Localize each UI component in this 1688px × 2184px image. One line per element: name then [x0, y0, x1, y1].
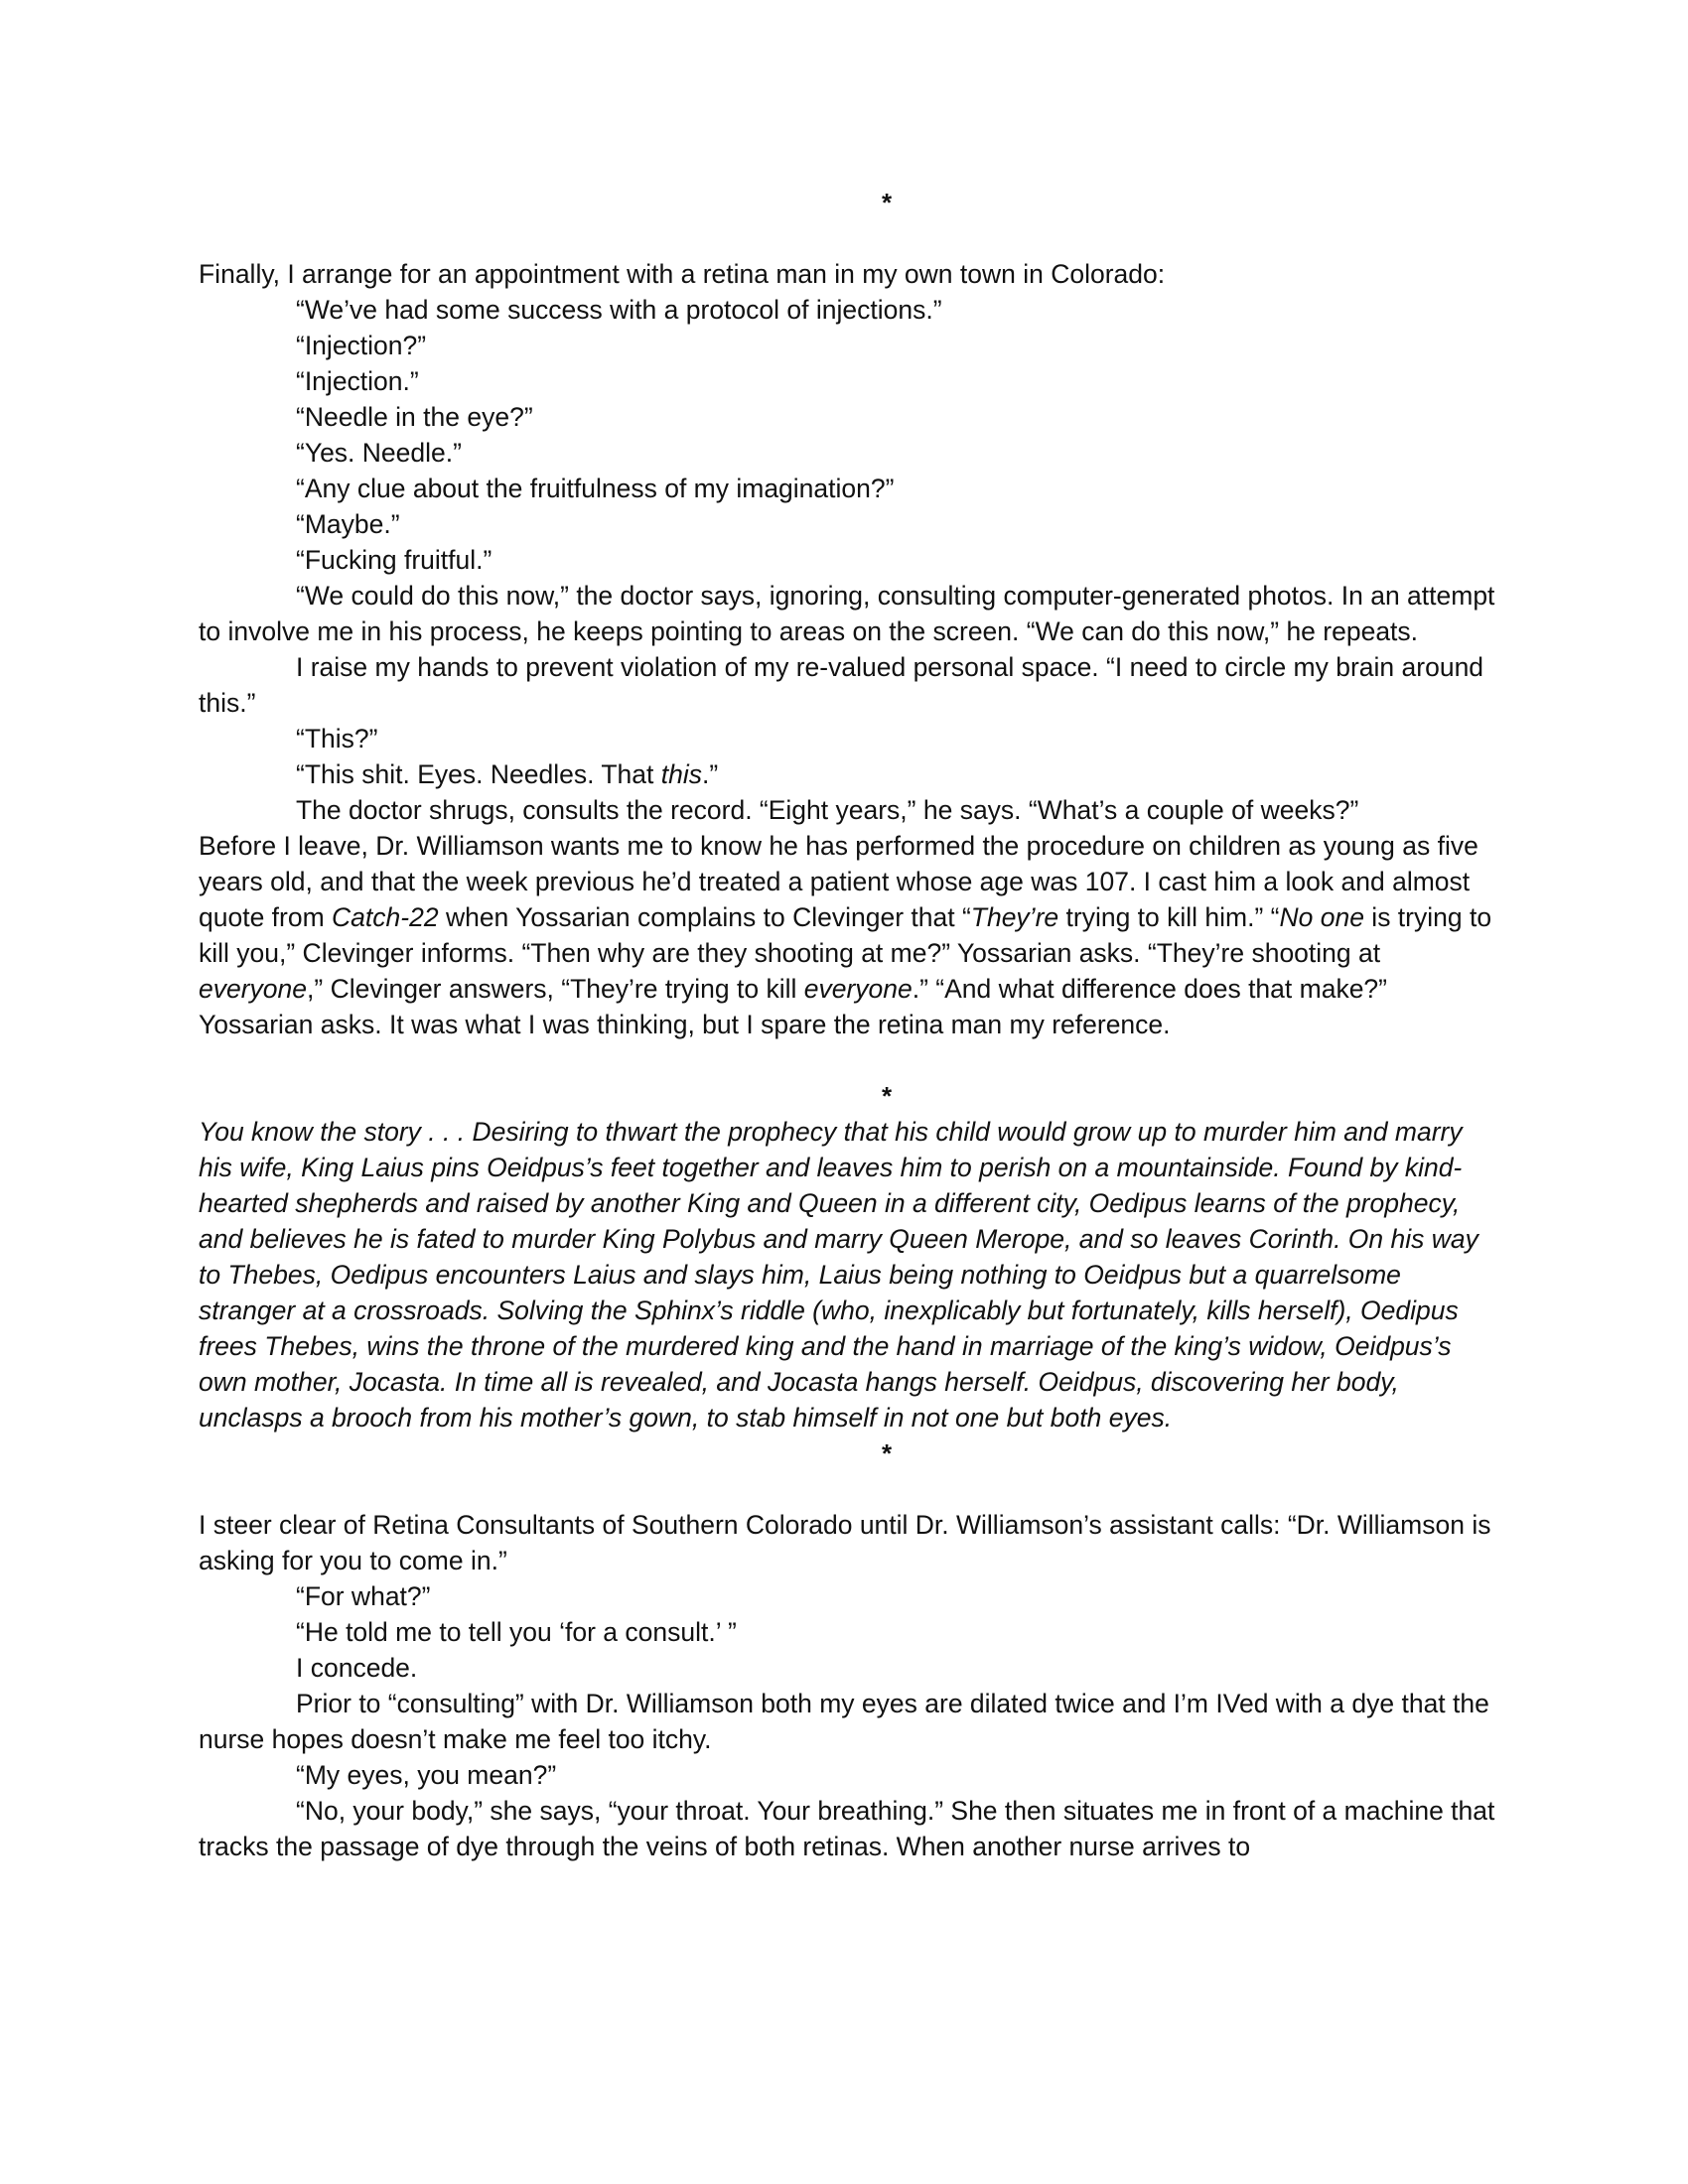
emphasis-text: everyone	[199, 974, 308, 1004]
dialogue-line: “For what?”	[296, 1581, 431, 1611]
paragraph-shrug: The doctor shrugs, consults the record. “Eight years,” he says. “What’s a couple of weeks?”	[296, 795, 1359, 825]
dialogue-line: I concede.	[296, 1653, 418, 1683]
dialogue-line: “My eyes, you mean?”	[296, 1760, 557, 1790]
section-separator: *	[881, 1081, 893, 1111]
text-run: .” “And what difference does that make?” Yossarian asks. It was what I was thinking, but I spare the retina man my reference.	[199, 974, 1387, 1039]
dialogue-line: “Any clue about the fruitfulness of my imagination?”	[296, 474, 895, 503]
section-separator: *	[881, 188, 893, 217]
paragraph-opening: Finally, I arrange for an appointment with a retina man in my own town in Colorado:	[199, 259, 1166, 289]
dialogue-line: “We’ve had some success with a protocol of injections.”	[296, 295, 942, 325]
dialogue-line-this-shit	[199, 756, 1495, 792]
emphasis-text: No one	[1279, 902, 1364, 932]
dialogue-line: “Injection?”	[296, 331, 427, 360]
paragraph-doctor: “We could do this now,” the doctor says, ignoring, consulting computer-generated photos. In an attempt to involve me in his process, he keeps pointing to areas on the screen. “We can do this now,” he repeats.	[199, 581, 1495, 646]
dialogue-line: “Needle in the eye?”	[296, 402, 533, 432]
text-run: when Yossarian complains to Clevinger that “	[438, 902, 971, 932]
text-run: Before I leave, Dr. Williamson wants me to know he has performed the procedure on children as young as five years old, and that the week previous he’d treated a patient whose age was 107. I cast him a look and almost quote from	[199, 831, 1478, 932]
text-run: is trying to kill you,” Clevinger informs. “Then why are they shooting at me?” Yossarian asks. “They’re shooting at	[199, 902, 1492, 968]
text-run: ,” Clevinger answers, “They’re trying to kill	[307, 974, 804, 1004]
text-run: trying to kill him.” “	[1058, 902, 1280, 932]
emphasis-text: They’re	[970, 902, 1059, 932]
document-body	[199, 185, 1495, 1864]
paragraph-body: “No, your body,” she says, “your throat. Your breathing.” She then situates me in front of a machine that tracks the passage of dye through the veins of both retinas. When another nurse arrives to	[199, 1796, 1495, 1861]
paragraph-before-leave	[199, 828, 1495, 1042]
dialogue-line: “Injection.”	[296, 366, 419, 396]
dialogue-line: “Maybe.”	[296, 509, 400, 539]
text-run: “This shit. Eyes. Needles. That	[296, 759, 661, 789]
section-separator: *	[881, 1438, 893, 1468]
oedipus-story-paragraph: You know the story . . . Desiring to thwart the prophecy that his child would grow up to murder him and marry his wife, King Laius pins Oeidpus’s feet together and leaves him to perish on a mountainside. Found by kind-hearted shepherds and raised by another King and Queen in a different city, Oedipus learns of the prophecy, and believes he is fated to murder King Polybus and marry Queen Merope, and so leaves Corinth. On his way to Thebes, Oedipus encounters Laius and slays him, Laius being nothing to Oeidpus but a quarrelsome stranger at a crossroads. Solving the Sphinx’s riddle (who, inexplicably but fortunately, kills herself), Oedipus frees Thebes, wins the throne of the murdered king and the hand in marriage of the king’s widow, Oeidpus’s own mother, Jocasta. In time all is revealed, and Jocasta hangs herself. Oeidpus, discovering her body, unclasps a brooch from his mother’s gown, to stab himself in not one but both eyes.	[199, 1117, 1478, 1433]
dialogue-line: “He told me to tell you ‘for a consult.’ ”	[296, 1617, 737, 1647]
dialogue-line: “This?”	[296, 724, 378, 753]
emphasis-text: everyone	[803, 974, 913, 1004]
paragraph-steer-clear: I steer clear of Retina Consultants of Southern Colorado until Dr. Williamson’s assistant calls: “Dr. Williamson is asking for you to come in.”	[199, 1510, 1491, 1575]
emphasis-text: this	[660, 759, 702, 789]
dialogue-line: “Fucking fruitful.”	[296, 545, 492, 575]
paragraph-raise-hands: I raise my hands to prevent violation of my re-valued personal space. “I need to circle my brain around this.”	[199, 652, 1484, 718]
text-run: .”	[701, 759, 719, 789]
paragraph-prior: Prior to “consulting” with Dr. Williamson both my eyes are dilated twice and I’m IVed with a dye that the nurse hopes doesn’t make me feel too itchy.	[199, 1689, 1489, 1754]
book-title: Catch-22	[332, 902, 439, 932]
dialogue-line: “Yes. Needle.”	[296, 438, 462, 468]
